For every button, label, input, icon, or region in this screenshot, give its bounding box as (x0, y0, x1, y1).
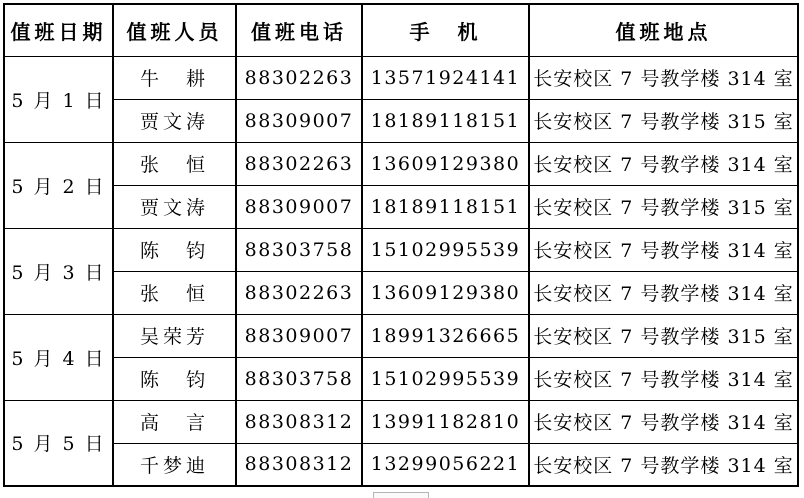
location-cell: 长安校区 7 号教学楼 314 室 (529, 443, 798, 486)
person-cell: 张 恒 (113, 271, 236, 314)
phone-cell: 88302263 (236, 142, 362, 185)
phone-cell: 88309007 (236, 185, 362, 228)
mobile-cell: 15102995539 (362, 357, 529, 400)
location-cell: 长安校区 7 号教学楼 315 室 (529, 314, 798, 357)
phone-cell: 88309007 (236, 99, 362, 142)
mobile-cell: 13299056221 (362, 443, 529, 486)
mobile-cell: 13609129380 (362, 271, 529, 314)
table-row (4, 357, 798, 400)
mobile-cell: 15102995539 (362, 228, 529, 271)
table-row (4, 142, 798, 185)
table-row (4, 271, 798, 314)
location-cell: 长安校区 7 号教学楼 314 室 (529, 357, 798, 400)
phone-cell: 88302263 (236, 56, 362, 99)
table-row (4, 56, 798, 99)
table-row (4, 185, 798, 228)
column-header-mobile: 手 机 (362, 4, 529, 56)
table-row (4, 314, 798, 357)
person-cell: 千梦迪 (113, 443, 236, 486)
person-cell: 贾文涛 (113, 185, 236, 228)
person-cell: 陈 钧 (113, 228, 236, 271)
date-cell: 5 月 4 日 (4, 314, 113, 400)
mobile-cell: 13991182810 (362, 400, 529, 443)
phone-cell: 88308312 (236, 443, 362, 486)
table-row (4, 228, 798, 271)
column-header-location: 值班地点 (529, 4, 798, 56)
column-header-person: 值班人员 (113, 4, 236, 56)
horizontal-scrollbar-fragment[interactable] (373, 492, 429, 498)
location-cell: 长安校区 7 号教学楼 314 室 (529, 400, 798, 443)
location-cell: 长安校区 7 号教学楼 315 室 (529, 99, 798, 142)
location-cell: 长安校区 7 号教学楼 314 室 (529, 271, 798, 314)
date-cell: 5 月 3 日 (4, 228, 113, 314)
phone-cell: 88308312 (236, 400, 362, 443)
table-row (4, 443, 798, 486)
table-row (4, 400, 798, 443)
date-cell: 5 月 2 日 (4, 142, 113, 228)
person-cell: 张 恒 (113, 142, 236, 185)
person-cell: 贾文涛 (113, 99, 236, 142)
date-cell: 5 月 5 日 (4, 400, 113, 486)
table-header-row (4, 4, 798, 56)
phone-cell: 88303758 (236, 357, 362, 400)
location-cell: 长安校区 7 号教学楼 314 室 (529, 142, 798, 185)
mobile-cell: 13571924141 (362, 56, 529, 99)
column-header-date: 值班日期 (4, 4, 113, 56)
mobile-cell: 18189118151 (362, 185, 529, 228)
phone-cell: 88302263 (236, 271, 362, 314)
column-header-phone: 值班电话 (236, 4, 362, 56)
mobile-cell: 18189118151 (362, 99, 529, 142)
person-cell: 高 言 (113, 400, 236, 443)
location-cell: 长安校区 7 号教学楼 314 室 (529, 56, 798, 99)
phone-cell: 88309007 (236, 314, 362, 357)
person-cell: 吴荣芳 (113, 314, 236, 357)
mobile-cell: 18991326665 (362, 314, 529, 357)
table-row (4, 99, 798, 142)
location-cell: 长安校区 7 号教学楼 314 室 (529, 228, 798, 271)
location-cell: 长安校区 7 号教学楼 315 室 (529, 185, 798, 228)
date-cell: 5 月 1 日 (4, 56, 113, 142)
mobile-cell: 13609129380 (362, 142, 529, 185)
person-cell: 牛 耕 (113, 56, 236, 99)
duty-schedule-table (3, 3, 799, 487)
person-cell: 陈 钧 (113, 357, 236, 400)
phone-cell: 88303758 (236, 228, 362, 271)
